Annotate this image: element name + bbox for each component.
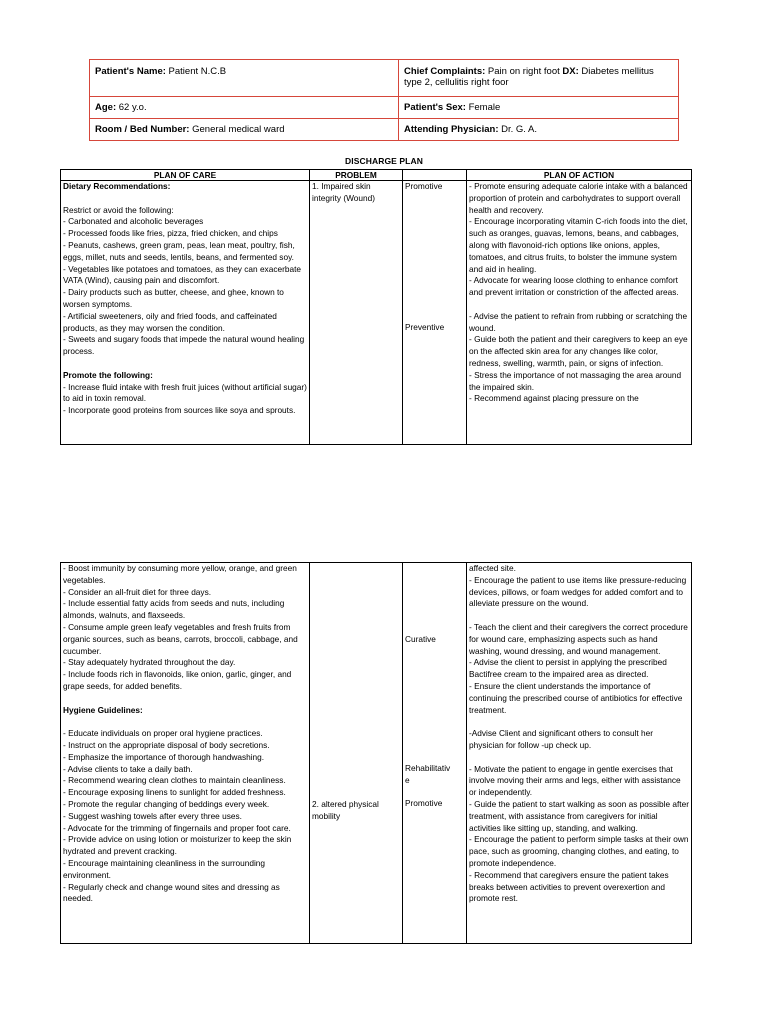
problem-cell-2 — [310, 563, 403, 944]
list-item: - Processed foods like fries, pizza, fried chicken, and chips — [63, 228, 278, 239]
care-cell-2 — [61, 563, 310, 944]
list-item: - Regularly check and change wound sites and dressing as needed. — [63, 881, 280, 904]
list-item: - Advocate for wearing loose clothing to enhance comfort and prevent irritation or constriction of the affected areas. — [469, 275, 679, 298]
header-plan-of-care: PLAN OF CARE — [61, 170, 310, 181]
category-cell-2 — [403, 563, 467, 944]
list-item: - Include essential fatty acids from seeds and nuts, including almonds, walnuts, and flaxseeds. — [63, 598, 285, 621]
discharge-plan-table-1 — [60, 169, 692, 445]
list-item: - Consider an all-fruit diet for three days. — [63, 586, 212, 597]
hygiene-heading: Hygiene Guidelines: — [63, 704, 143, 715]
physician-cell — [399, 119, 679, 141]
patient-name-label: Patient's Name: — [95, 66, 166, 77]
dietary-heading: Dietary Recommendations: — [63, 181, 171, 191]
list-item: - Vegetables like potatoes and tomatoes, as they can exacerbate VATA (Wind), causing pain and discomfort. — [63, 263, 301, 286]
list-item: - Increase fluid intake with fresh fruit juices (without artificial sugar) to aid in toxin removal. — [63, 381, 307, 404]
list-item: - Encourage incorporating vitamin C-rich foods into the diet, such as oranges, guavas, lemons, beans, and cabbages, along with flavonoid-rich options like onions, apples, tomatoes, and citrus fruits, to bolster the immune system and aid in healing. — [469, 216, 688, 274]
patient-name-cell — [90, 60, 399, 97]
list-item: - Artificial sweeteners, oily and fried foods, and caffeinated products, as they may worsen the condition. — [63, 310, 277, 333]
list-item: - Guide both the patient and their caregivers to keep an eye on the affected skin area for any changes like color, redness, swelling, warmth, pain, or signs of infection. — [469, 334, 688, 368]
age-label: Age: — [95, 102, 117, 113]
problem-impaired-skin: 1. Impaired skin integrity (Wound) — [312, 181, 376, 203]
room-cell — [90, 119, 399, 141]
discharge-plan-table-2 — [60, 562, 692, 944]
list-item: - Dairy products such as butter, cheese, and ghee, known to worsen symptoms. — [63, 287, 284, 309]
list-item: - Sweets and sugary foods that impede the natural wound healing process. — [63, 334, 305, 357]
category-cell-1 — [403, 181, 467, 445]
list-item: - Incorporate good proteins from sources like soya and sprouts. — [63, 405, 296, 416]
patient-name-value: Patient N.C.B — [168, 66, 227, 77]
physician-label: Attending Physician: — [404, 124, 499, 135]
problem-altered-mobility: 2. altered physical mobility — [312, 799, 379, 821]
room-value: General medical ward — [192, 124, 285, 135]
header-problem: PROBLEM — [310, 170, 403, 181]
sex-label: Patient's Sex: — [404, 102, 466, 113]
list-item: - Encourage the patient to use items like pressure-reducing devices, pillows, or foam wedges for added comfort and to alleviate pressure on the wound. — [469, 574, 687, 609]
list-item: - Stress the importance of not massaging the area around the impaired skin. — [469, 369, 682, 392]
age-cell — [90, 97, 399, 119]
list-item: - Include foods rich in flavonoids, like onion, garlic, ginger, and grape seeds, for added benefits. — [63, 669, 292, 691]
list-item: - Recommend that caregivers ensure the patient takes breaks between activities to prevent overexertion and promote rest. — [469, 869, 669, 904]
list-item: - Emphasize the importance of thorough handwashing. — [63, 751, 265, 762]
list-item: - Peanuts, cashews, green gram, peas, lean meat, poultry, fish, eggs, millet, nuts and seeds, lentils, beans, and fermented soy. — [63, 239, 295, 262]
label-rehabilitative: Rehabilitativ — [405, 762, 451, 773]
action-cell-1 — [467, 181, 692, 445]
list-item: - Stay adequately hydrated throughout the day. — [63, 657, 236, 668]
list-item: - Guide the patient to start walking as soon as possible after treatment, with assistance from caregivers for initial activities like sitting up, standing, and walking. — [469, 798, 689, 833]
restrict-intro: Restrict or avoid the following: — [63, 204, 174, 215]
list-item: - Advise clients to take a daily bath. — [63, 763, 193, 774]
list-item: - Ensure the client understands the importance of continuing the prescribed course of antibiotics for effective treatment. — [469, 680, 683, 715]
list-item: - Boost immunity by consuming more yellow, orange, and green vegetables. — [63, 563, 297, 585]
list-item: - Advise the client to persist in applying the prescribed Bactifree cream to the impaired area as directed. — [469, 657, 667, 680]
list-item: - Encourage exposing linens to sunlight for added freshness. — [63, 787, 286, 798]
list-item: - Promote ensuring adequate calorie intake with a balanced proportion of protein and carbohydrates to support overall health and recovery. — [469, 181, 688, 215]
list-item: - Advise the patient to refrain from rubbing or scratching the wound. — [469, 310, 688, 333]
list-item: - Encourage the patient to perform simple tasks at their own pace, such as grooming, changing clothes, and eating, to promote independence. — [469, 834, 689, 868]
list-item: - Provide advice on using lotion or moisturizer to keep the skin hydrated and prevent cracking. — [63, 834, 292, 857]
room-label: Room / Bed Number: — [95, 124, 190, 135]
list-item: - Consume ample green leafy vegetables and fresh fruits from organic sources, such as beans, carrots, broccoli, cabbage, and cucumber. — [63, 621, 298, 656]
list-item: - Advocate for the trimming of fingernails and proper foot care. — [63, 822, 291, 833]
chief-complaints-label: Chief Complaints: — [404, 66, 486, 77]
list-item: affected site. — [469, 563, 516, 573]
promote-heading: Promote the following: — [63, 369, 153, 380]
action-cell-2 — [467, 563, 692, 944]
label-rehabilitative-cont: e — [405, 774, 410, 785]
age-value: 62 y.o. — [118, 102, 147, 113]
patient-info-table — [89, 59, 679, 141]
label-curative: Curative — [405, 634, 436, 644]
discharge-plan-title: DISCHARGE PLAN — [345, 156, 423, 166]
dx-label: DX: — [562, 66, 579, 77]
chief-complaints-cell — [399, 60, 679, 97]
care-cell-1 — [61, 181, 310, 445]
dx-value: Diabetes mellitus type 2, cellulitis right foor — [404, 66, 654, 88]
list-item: -Advise Client and significant others to consult her physician for follow -up check up. — [469, 728, 654, 750]
header-spacer — [403, 170, 467, 181]
problem-cell-1 — [310, 181, 403, 445]
list-item: - Teach the client and their caregivers the correct procedure for wound care, emphasizing aspects such as hand washing, wound dressing, and wound management. — [469, 621, 688, 656]
list-item: - Recommend wearing clean clothes to maintain cleanliness. — [63, 775, 286, 786]
list-item: - Encourage maintaining cleanliness in the surrounding environment. — [63, 857, 266, 880]
chief-complaints-value: Pain on right foot — [487, 66, 560, 77]
list-item: - Motivate the patient to engage in gentle exercises that involve moving their arms and legs, either with assistance or independently. — [469, 763, 681, 798]
list-item: - Educate individuals on proper oral hygiene practices. — [63, 728, 263, 739]
label-promotive: Promotive — [405, 181, 443, 191]
physician-value: Dr. G. A. — [501, 124, 538, 135]
list-item: - Suggest washing towels after every three uses. — [63, 810, 242, 821]
list-item: - Carbonated and alcoholic beverages — [63, 216, 204, 227]
label-preventive: Preventive — [405, 321, 445, 332]
header-plan-of-action: PLAN OF ACTION — [467, 170, 692, 181]
list-item: - Recommend against placing pressure on the — [469, 393, 639, 404]
sex-value: Female — [468, 102, 501, 113]
list-item: - Promote the regular changing of beddings every week. — [63, 798, 270, 809]
sex-cell — [399, 97, 679, 119]
list-item: - Instruct on the appropriate disposal of body secretions. — [63, 739, 270, 750]
label-promotive-2: Promotive — [405, 798, 443, 809]
